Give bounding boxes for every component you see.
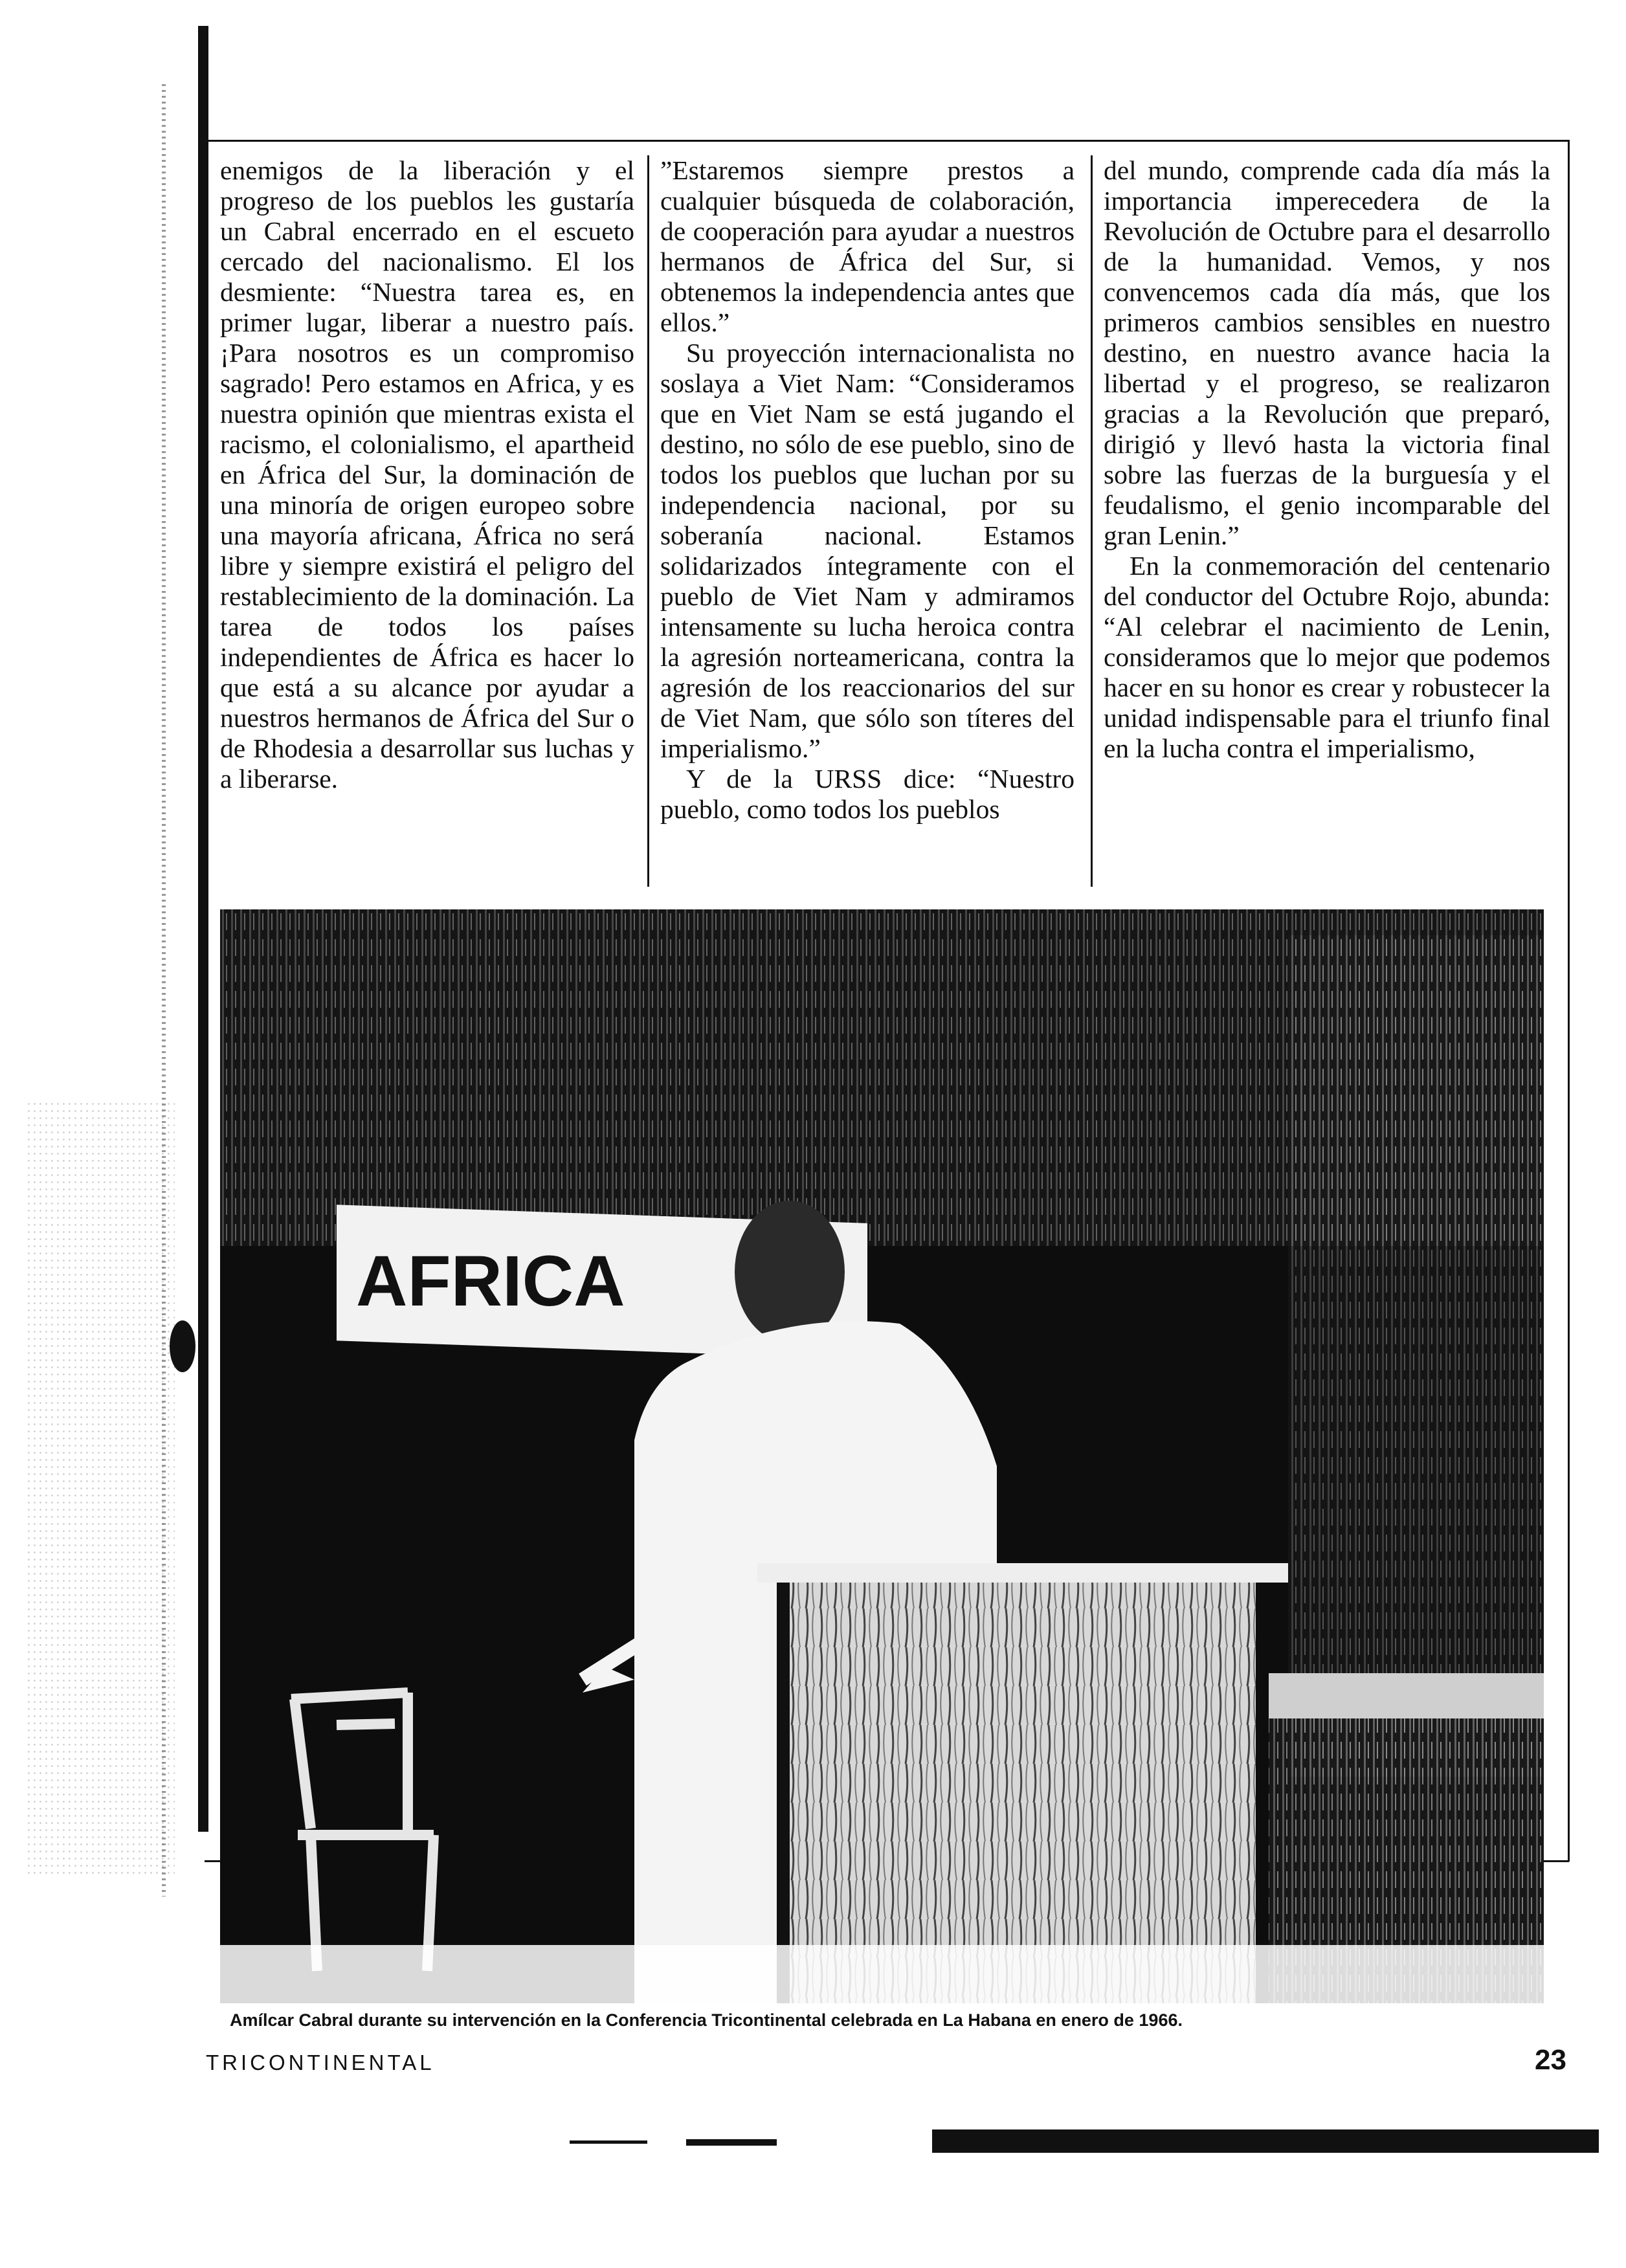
column-rule-2 (1091, 155, 1093, 887)
frame-right-rule (1568, 140, 1570, 1862)
scan-mark-3 (932, 2129, 1599, 2153)
scan-mark-1 (570, 2140, 647, 2144)
text-column-3 (1104, 155, 1550, 900)
column-2-paragraph-2: Su proyección internacionalista no soslaya a Viet Nam: “Consideramos que en Viet Nam se está jugando el destino, no sólo de ese pueblo, sino de todos los pueblos que luchan por su independencia nacional, por su soberanía nacional. Estamos solidarizados íntegramente con el pueblo de Viet Nam y admiramos intensamente su lucha heroica contra la agresión norteamericana, contra la agresión de los reaccionarios del sur de Viet Nam, que sólo son títeres del imperialismo.” (660, 338, 1075, 763)
column-3-paragraph-1: del mundo, comprende cada día más la importancia imperecedera de la Revolución de Octubre para el desarrollo de la humanidad. Vemos, y nos convencemos cada día más, que los primeros cambios sensibles en nuestro destino, en nuestro avance hacia la libertad y el progreso, se realizaron gracias a la Revolución que preparó, dirigió y llevó hasta la victoria final sobre las fuerzas de la burguesía y el feudalismo, el genio incomparable del gran Lenin.” (1104, 155, 1550, 550)
text-column-1 (220, 155, 634, 900)
scan-blot (170, 1320, 195, 1372)
column-3-paragraph-2: En la conmemoración del centenario del conductor del Octubre Rojo, abunda: “Al celebrar el nacimiento de Lenin, consideramos que lo mejor que podemos hacer en su honor es crear y robustecer la unidad indispensable para el triunfo final en la lucha contra el imperialismo, (1104, 551, 1550, 763)
column-1-paragraph-1: enemigos de la liberación y el progreso de los pueblos les gustaría un Cabral encerrado en el escueto cercado del nacionalismo. El los desmiente: “Nuestra tarea es, en primer lugar, liberar a nuestro país. ¡Para nosotros es un compromiso sagrado! Pero estamos en Africa, y es nuestra opinión que mientras exista el racismo, el colonialismo, el apartheid en África del Sur, la dominación de una minoría de origen europeo sobre una mayoría africana, África no será libre y siempre existirá el peligro del restablecimiento de la dominación. La tarea de todos los países independientes de África es hacer lo que está a su alcance por ayudar a nuestros hermanos de África del Sur o de Rhodesia a desarrollar sus luchas y a liberarse. (220, 155, 634, 794)
scan-mark-2 (686, 2139, 777, 2146)
column-rule-1 (647, 155, 649, 887)
column-2-paragraph-3: Y de la URSS dice: “Nuestro pueblo, como todos los pueblos (660, 764, 1075, 824)
scan-edge-bar (198, 26, 208, 1832)
column-2-paragraph-1: ”Estaremos siempre prestos a cualquier búsqueda de colaboración, de cooperación para ayudar a nuestros hermanos de África del Sur, si obtenemos la independencia antes que ellos.” (660, 155, 1075, 337)
photograph (220, 909, 1544, 2003)
photo-banner-text: AFRICA (356, 1241, 625, 1321)
scan-noise (26, 1100, 175, 1877)
page-number: 23 (1535, 2044, 1566, 2076)
photo-caption: Amílcar Cabral durante su intervención en la Conferencia Tricontinental celebrada en La Habana en enero de 1966. (230, 2010, 1183, 2030)
text-column-2 (660, 155, 1075, 900)
frame-top-rule (205, 140, 1569, 142)
publication-name: TRICONTINENTAL (206, 2051, 435, 2074)
